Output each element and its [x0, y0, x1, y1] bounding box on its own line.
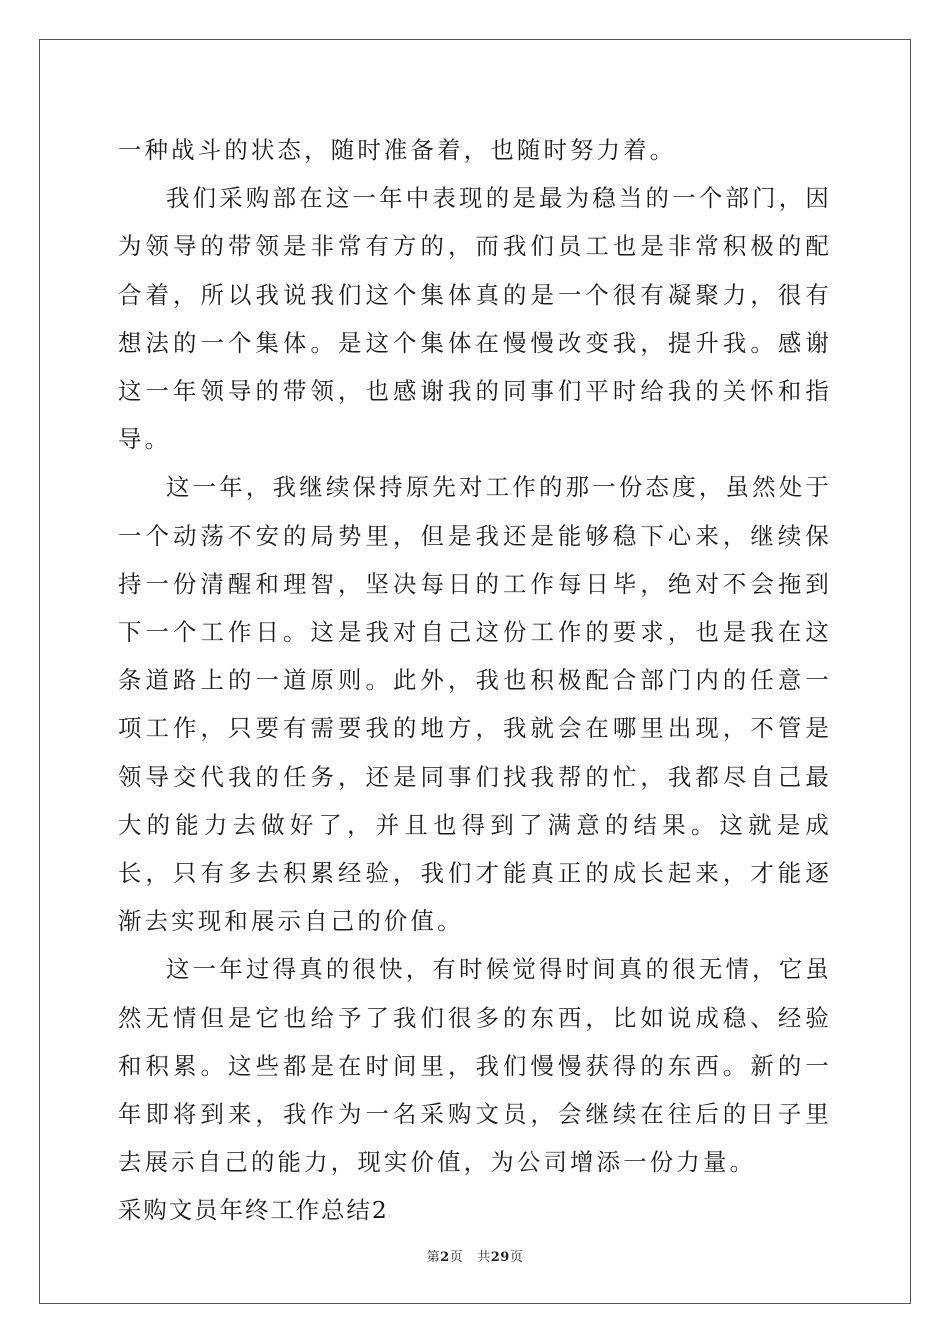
total-prefix: 共 — [477, 1250, 491, 1265]
total-pages: 29 — [490, 1250, 510, 1265]
page-suffix: 页 — [449, 1250, 464, 1265]
page-number: 2 — [440, 1250, 450, 1265]
total-suffix: 页 — [509, 1250, 524, 1265]
section-heading: 采购文员年终工作总结2 — [118, 1196, 389, 1225]
page-footer — [0, 1246, 950, 1265]
document-body — [118, 126, 832, 1235]
page-prefix: 第 — [426, 1250, 441, 1265]
paragraph-3: 这一年，我继续保持原先对工作的那一份态度，虽然处于一个动荡不安的局势里，但是我还是能够稳下心来，继续保持一份清醒和理智，坚决每日的工作每日毕，绝对不会拖到下一个工作日。这是我对自己这份工作的要求，也是我在这条道路上的一道原则。此外，我也积极配合部门内的任意一项工作，只要有需要我的地方，我就会在哪里出现，不管是领导交代我的任务，还是同事们找我帮的忙，我都尽自己最大的能力去做好了，并且也得到了满意的结果。这就是成长，只有多去积累经验，我们才能真正的成长起来，才能逐渐去实现和展示自己的价值。 — [118, 473, 832, 936]
paragraph-2: 我们采购部在这一年中表现的是最为稳当的一个部门，因为领导的带领是非常有方的，而我们员工也是非常积极的配合着，所以我说我们这个集体真的是一个很有凝聚力，很有想法的一个集体。是这个集体在慢慢改变我，提升我。感谢这一年领导的带领，也感谢我的同事们平时给我的关怀和指导。 — [118, 184, 832, 454]
paragraph-1: 一种战斗的状态，随时准备着，也随时努力着。 — [118, 136, 677, 164]
paragraph-4: 这一年过得真的很快，有时候觉得时间真的很无情，它虽然无情但是它也给予了我们很多的东西，比如说成稳、经验和积累。这些都是在时间里，我们慢慢获得的东西。新的一年即将到来，我作为一名采购文员，会继续在往后的日子里去展示自己的能力，现实价值，为公司增添一份力量。 — [118, 955, 832, 1177]
